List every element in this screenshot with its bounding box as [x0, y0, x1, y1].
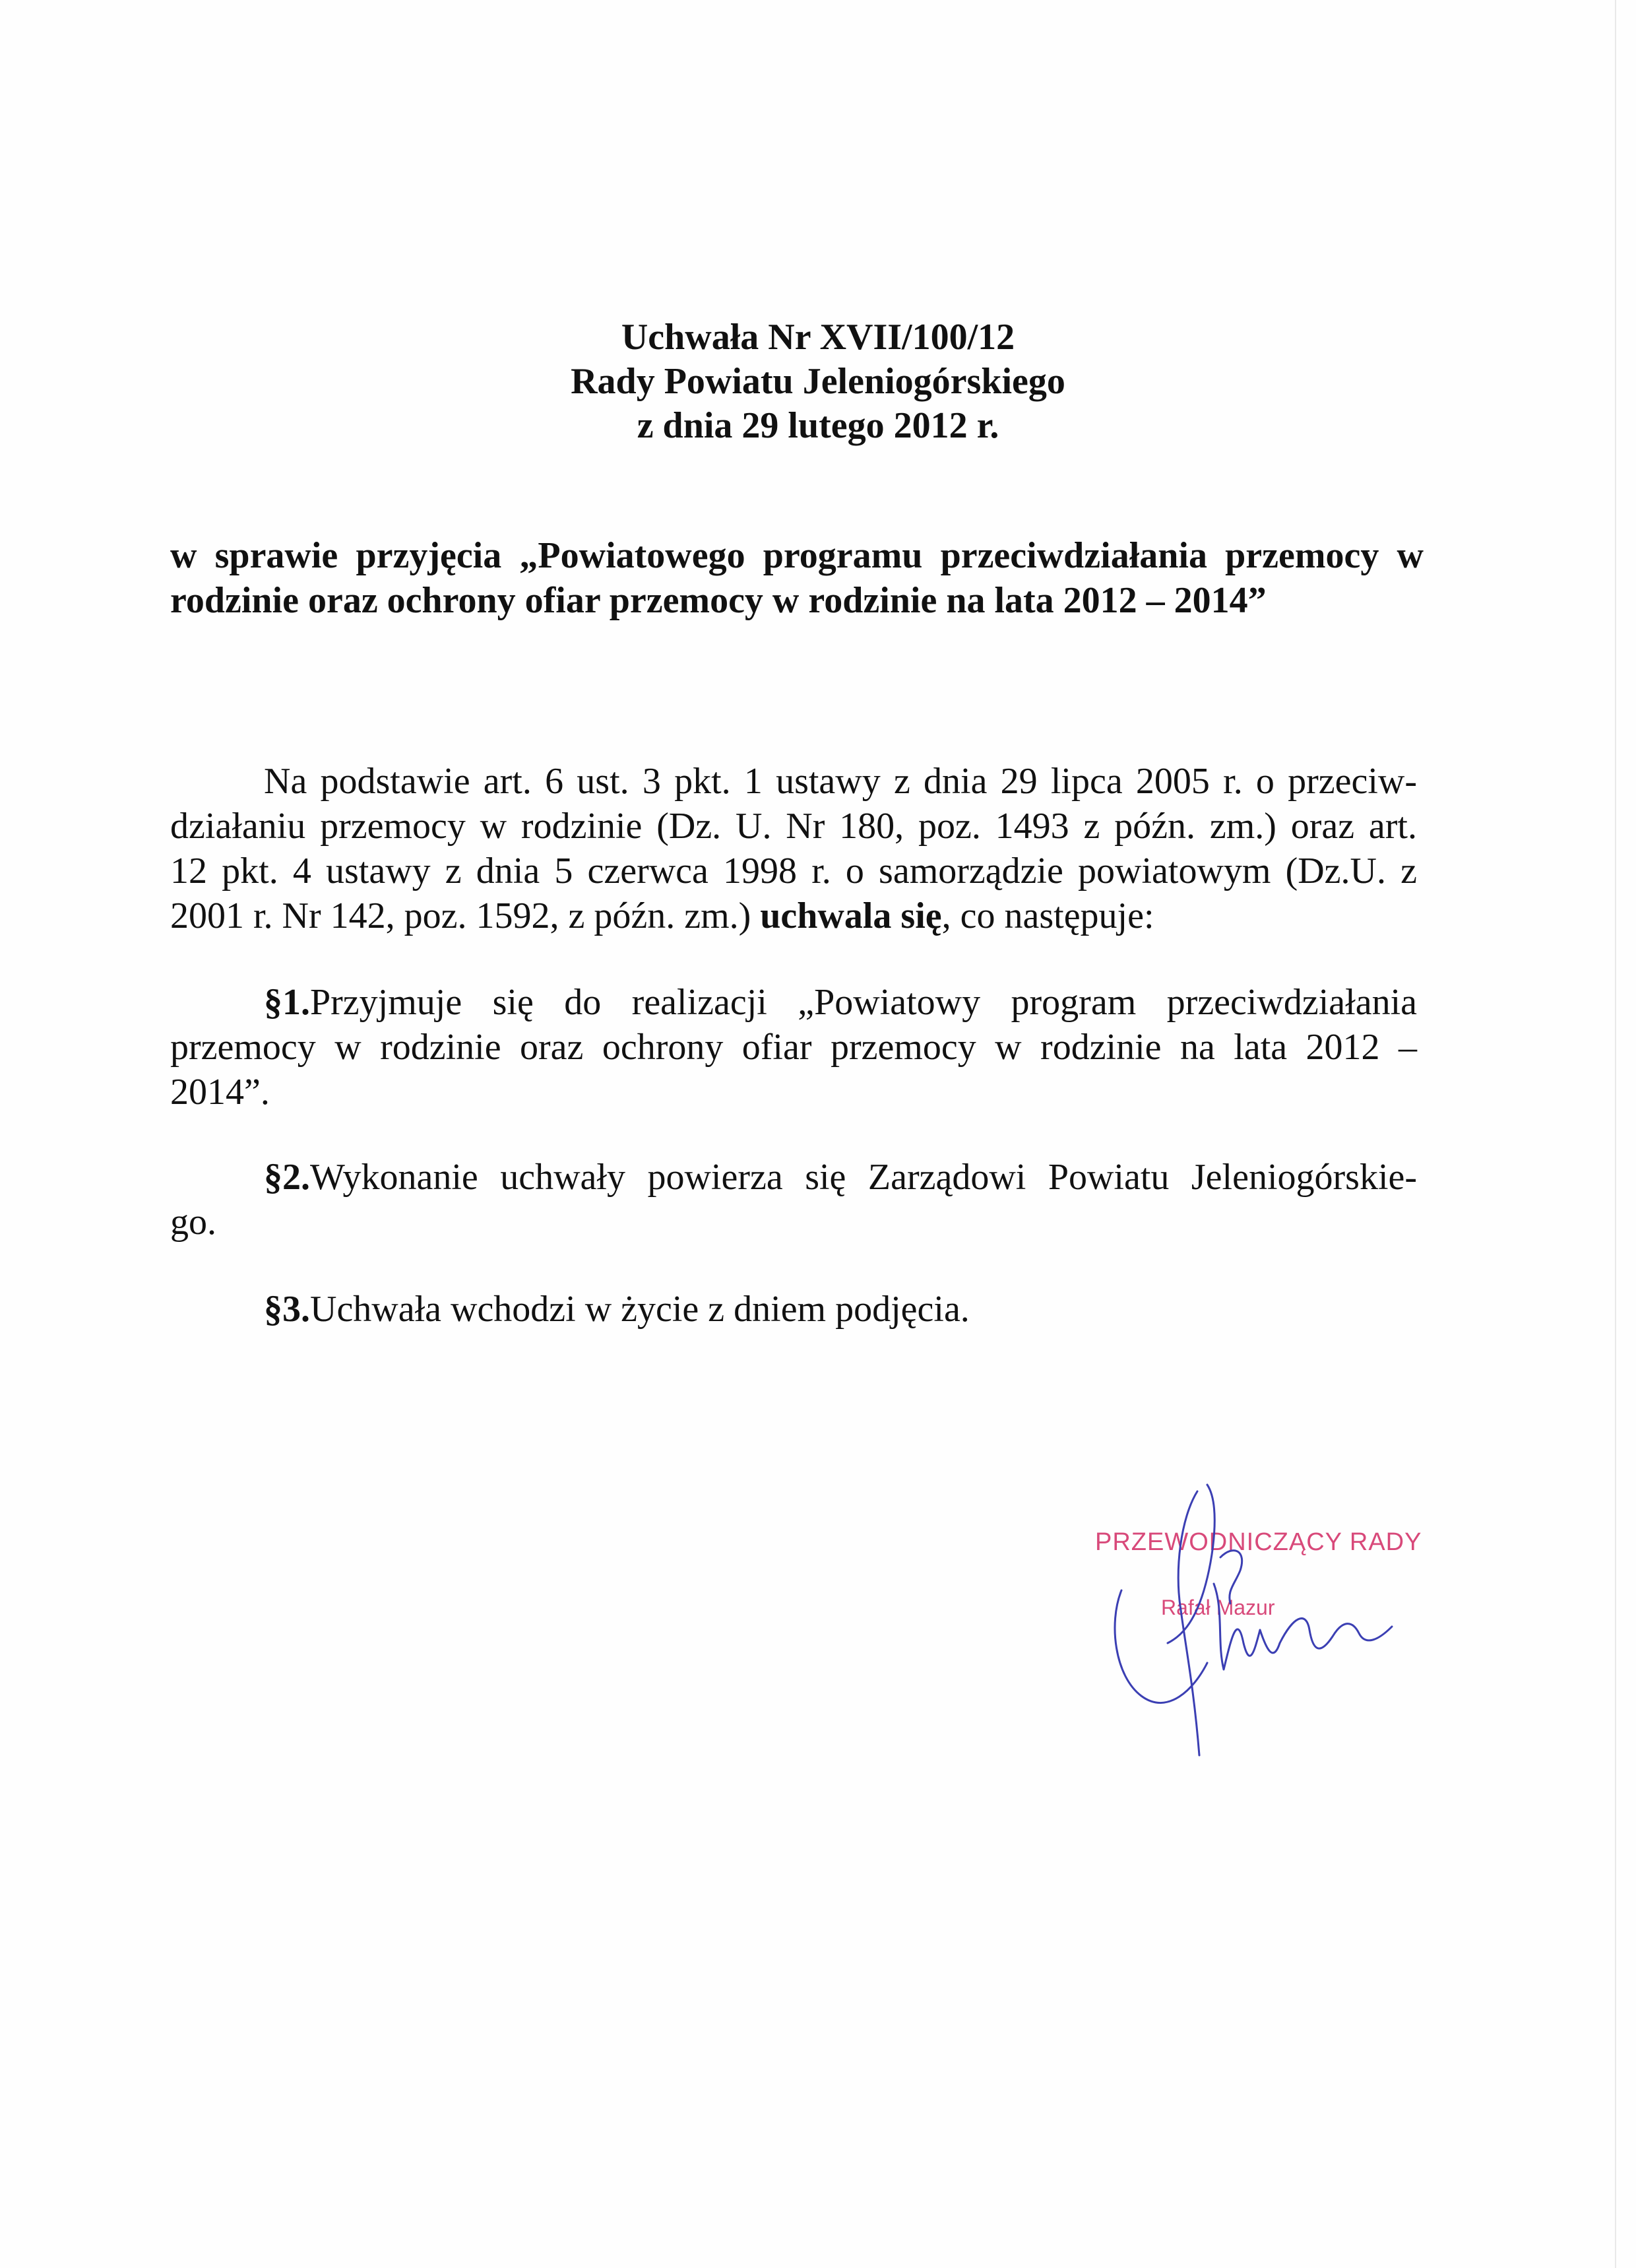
- subject-line-1: w sprawie przyjęcia „Powiatowego programu przeciwdziałania przemocy w: [170, 535, 1424, 576]
- section-2-sign: §2.: [264, 1157, 310, 1198]
- section-3-sign: §3.: [264, 1289, 310, 1330]
- chairman-stamp-and-signature: [1082, 1478, 1422, 1768]
- section-2-line-1: §2.Wykonanie uchwały powierza się Zarządowi Powiatu Jeleniogórskie-: [264, 1157, 1417, 1198]
- enactment-phrase: uchwala się: [760, 895, 942, 936]
- resolution-subject: [170, 533, 1424, 623]
- handwritten-signature: [1082, 1478, 1412, 1768]
- section-2-line-2: go.: [170, 1202, 216, 1243]
- section-1: [170, 980, 1417, 1115]
- section-3-line-1: §3.Uchwała wchodzi w życie z dniem podjęcia.: [264, 1289, 970, 1330]
- preamble-line-1: Na podstawie art. 6 ust. 3 pkt. 1 ustawy z dnia 29 lipca 2005 r. o przeciw-: [264, 761, 1417, 802]
- section-1-line-2: przemocy w rodzinie oraz ochrony ofiar przemocy w rodzinie na lata 2012 –: [170, 1027, 1417, 1068]
- preamble-line-3: 12 pkt. 4 ustawy z dnia 5 czerwca 1998 r. o samorządzie powiatowym (Dz.U. z: [170, 851, 1417, 891]
- preamble-line-4: 2001 r. Nr 142, poz. 1592, z późn. zm.) uchwala się, co następuje:: [170, 895, 1154, 936]
- section-3: [170, 1287, 1417, 1332]
- preamble-line-2: działaniu przemocy w rodzinie (Dz. U. Nr 180, poz. 1493 z późn. zm.) oraz art.: [170, 806, 1417, 847]
- resolution-number: Uchwała Nr XVII/100/12: [621, 317, 1015, 358]
- section-1-sign: §1.: [264, 982, 310, 1023]
- section-1-line-3: 2014”.: [170, 1072, 270, 1113]
- stamp-name: Rafał Mazur: [1161, 1596, 1275, 1619]
- legal-basis-paragraph: [170, 759, 1417, 938]
- section-1-line-1: §1.Przyjmuje się do realizacji „Powiatowy program przeciwdziałania: [264, 982, 1417, 1023]
- resolution-date: z dnia 29 lutego 2012 r.: [637, 405, 999, 446]
- subject-line-2: rodzinie oraz ochrony ofiar przemocy w rodzinie na lata 2012 – 2014”: [170, 580, 1267, 621]
- section-2: [170, 1155, 1417, 1245]
- council-name: Rady Powiatu Jeleniogórskiego: [571, 361, 1065, 402]
- stamp-title: PRZEWODNICZĄCY RADY: [1095, 1528, 1422, 1556]
- resolution-header: [0, 315, 1636, 448]
